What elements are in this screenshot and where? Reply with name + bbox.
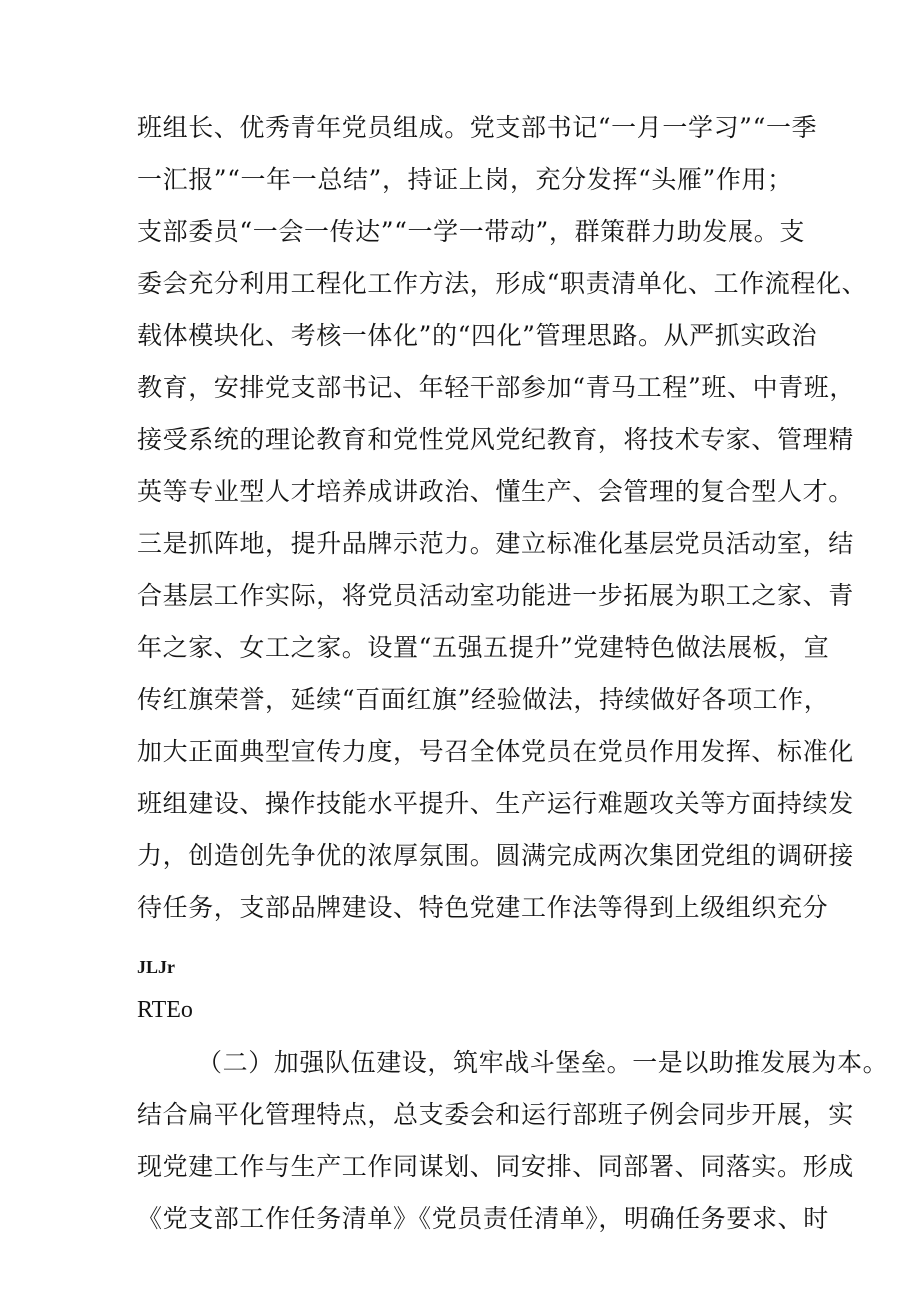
text-line: 一汇报”“一年一总结”，持证上岗，充分发挥“头雁”作用； bbox=[137, 165, 793, 194]
text-line: 加大正面典型宣传力度，号召全体党员在党员作用发挥、标准化 bbox=[137, 737, 854, 766]
text-line: 《党支部工作任务清单》《党员责任清单》，明确任务要求、时 bbox=[137, 1204, 829, 1233]
text-line: 现党建工作与生产工作同谋划、同安排、同部署、同落实。形成 bbox=[137, 1152, 854, 1181]
text-line: 教育，安排党支部书记、年轻干部参加“青马工程”班、中青班， bbox=[137, 373, 855, 402]
text-line: 接受系统的理论教育和党性党风党纪教育，将技术专家、管理精 bbox=[137, 425, 854, 454]
text-line: 合基层工作实际，将党员活动室功能进一步拓展为职工之家、青 bbox=[137, 581, 854, 610]
text-line: 委会充分利用工程化工作方法，形成“职责清单化、工作流程化、 bbox=[137, 269, 868, 298]
text-line: 待任务，支部品牌建设、特色党建工作法等得到上级组织充分 bbox=[137, 893, 829, 922]
text-line: 班组建设、操作技能水平提升、生产运行难题攻关等方面持续发 bbox=[137, 789, 854, 818]
text-line: 结合扁平化管理特点，总支委会和运行部班子例会同步开展，实 bbox=[137, 1100, 854, 1129]
text-line: 支部委员“一会一传达”“一学一带动”，群策群力助发展。支 bbox=[137, 217, 805, 246]
text-line: 力，创造创先争优的浓厚氛围。圆满完成两次集团党组的调研接 bbox=[137, 841, 854, 870]
text-line: 班组长、优秀青年党员组成。党支部书记“一月一学习”“一季 bbox=[137, 113, 818, 142]
garbled-text-line: JLJr bbox=[137, 957, 175, 977]
text-line: 传红旗荣誉，延续“百面红旗”经验做法，持续做好各项工作， bbox=[137, 685, 830, 714]
section-heading-line: （二）加强队伍建设，筑牢战斗堡垒。一是以助推发展为本。 bbox=[197, 1048, 889, 1077]
text-line: 英等专业型人才培养成讲政治、懂生产、会管理的复合型人才。 bbox=[137, 477, 854, 506]
text-line: 载体模块化、考核一体化”的“四化”管理思路。从严抓实政治 bbox=[137, 321, 818, 350]
text-line: 三是抓阵地，提升品牌示范力。建立标准化基层党员活动室，结 bbox=[137, 529, 854, 558]
garbled-text-line: RTEo bbox=[137, 997, 193, 1023]
text-line: 年之家、女工之家。设置“五强五提升”党建特色做法展板，宣 bbox=[137, 633, 830, 662]
